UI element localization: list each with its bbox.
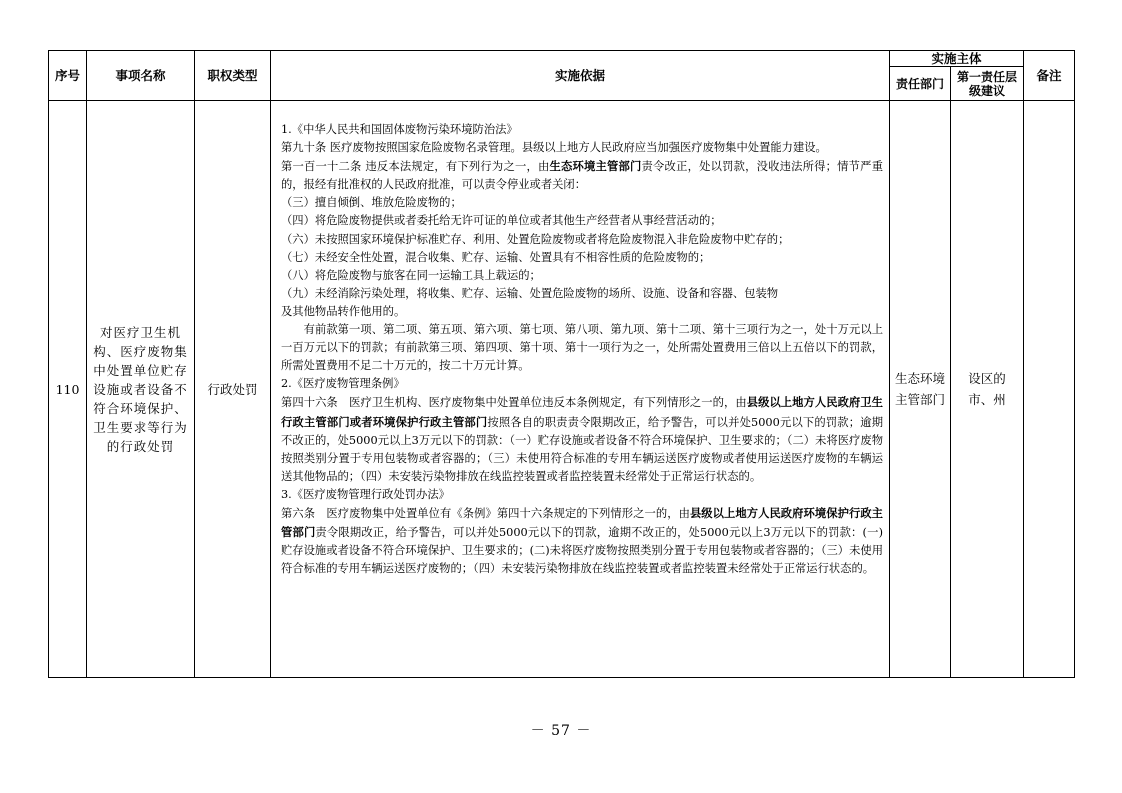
basis-item-7: （七）未经安全性处置，混合收集、贮存、运输、处置具有不相容性质的危险废物的； (281, 250, 711, 264)
basis-item-4: （四）将危险废物提供或者委托给无许可证的单位或者其他生产经营者从事经营活动的； (281, 214, 722, 228)
basis-penalty-paragraph: 有前款第一项、第二项、第五项、第六项、第七项、第八项、第九项、第十二项、第十三项行为之一，处十万元以上一百万元以下的罚款；有前款第三项、第四项、第十项、第十一项行为之一，处所需处置费用三倍以上五倍以下的罚款，所需处置费用不足二十万元的，按二十万元计算。 (281, 323, 883, 373)
header-power-type: 职权类型 (195, 51, 271, 101)
basis-item-3: （三）擅自倾倒、堆放危险废物的； (281, 196, 462, 210)
row-basis (271, 101, 890, 678)
header-remark: 备注 (1024, 51, 1075, 101)
header-subject: 实施主体 (890, 51, 1024, 67)
row-item-name: 对医疗卫生机构、医疗废物集中处置单位贮存设施或者设备不符合环境保护、卫生要求等行为的行政处罚 (87, 101, 195, 678)
header-level: 第一责任层级建议 (951, 67, 1024, 101)
basis-law-1-title: 1.《中华人民共和国固体废物污染环境防治法》 (281, 123, 518, 136)
row-first-level: 设区的市、州 (951, 101, 1024, 678)
header-seq: 序号 (49, 51, 87, 101)
header-basis: 实施依据 (271, 51, 890, 101)
basis-item-8: （八）将危险废物与旅客在同一运输工具上载运的； (281, 268, 541, 282)
table-row (49, 101, 1075, 678)
header-dept: 责任部门 (890, 67, 951, 101)
basis-article-6: 第六条 医疗废物集中处置单位有《条例》第四十六条规定的下列情形之一的，由县级以上地方人民政府环境保护行政主管部门责令限期改正，给予警告，可以并处5000元以下的罚款，逾期不改正的，处5000元以上3万元以下的罚款：(一)贮存设施或者设备不符合环境保护、卫生要求的；(二)未将医疗废物按照类别分置于专用包装物或者容器的；（三）未使用符合标准的专用车辆运送医疗废物的；（四）未安装污染物排放在线监控装置或者监控装置未经常处于正常运行状态的。 (281, 505, 883, 576)
basis-article-90: 第九十条 医疗废物按照国家危险废物名录管理。县级以上地方人民政府应当加强医疗废物集中处置能力建设。 (281, 141, 827, 155)
basis-law-3-title: 3.《医疗废物管理行政处罚办法》 (281, 487, 450, 501)
basis-item-9-cont: 及其他物品转作他用的。 (281, 304, 406, 318)
basis-law-2-title: 2.《医疗废物管理条例》 (281, 377, 405, 391)
basis-article-112: 第一百一十二条 违反本法规定，有下列行为之一，由生态环境主管部门责令改正，处以罚款，没收违法所得；情节严重的，报经有批准权的人民政府批准，可以责令停业或者关闭： (281, 159, 883, 192)
basis-item-6: （六）未按照国家环境保护标准贮存、利用、处置危险废物或者将危险废物混入非危险废物中贮存的； (281, 232, 790, 246)
row-responsible-dept: 生态环境主管部门 (890, 101, 951, 678)
document-table (48, 50, 1075, 678)
page-number: － 57 － (530, 723, 592, 739)
basis-item-9: （九）未经消除污染处理，将收集、贮存、运输、处置危险废物的场所、设施、设备和容器、包装物 (281, 286, 779, 300)
basis-article-46: 第四十六条 医疗卫生机构、医疗废物集中处置单位违反本条例规定，有下列情形之一的，由县级以上地方人民政府卫生行政主管部门或者环境保护行政主管部门按照各自的职责责令限期改正，给予警告，可以并处5000元以下的罚款；逾期不改正的，处5000元以上3万元以下的罚款：（一）贮存设施或者设备不符合环境保护、卫生要求的；（二）未将医疗废物按照类别分置于专用包装物或者容器的；（三）未使用符合标准的专用车辆运送医疗废物或者使用运送医疗废物的车辆运送其他物品的；（四）未安装污染物排放在线监控装置或者监控装置未经常处于正常运行状态的。 (281, 395, 883, 483)
row-power-type: 行政处罚 (195, 101, 271, 678)
row-remark (1024, 101, 1075, 678)
header-item-name: 事项名称 (87, 51, 195, 101)
row-seq: 110 (49, 101, 87, 678)
